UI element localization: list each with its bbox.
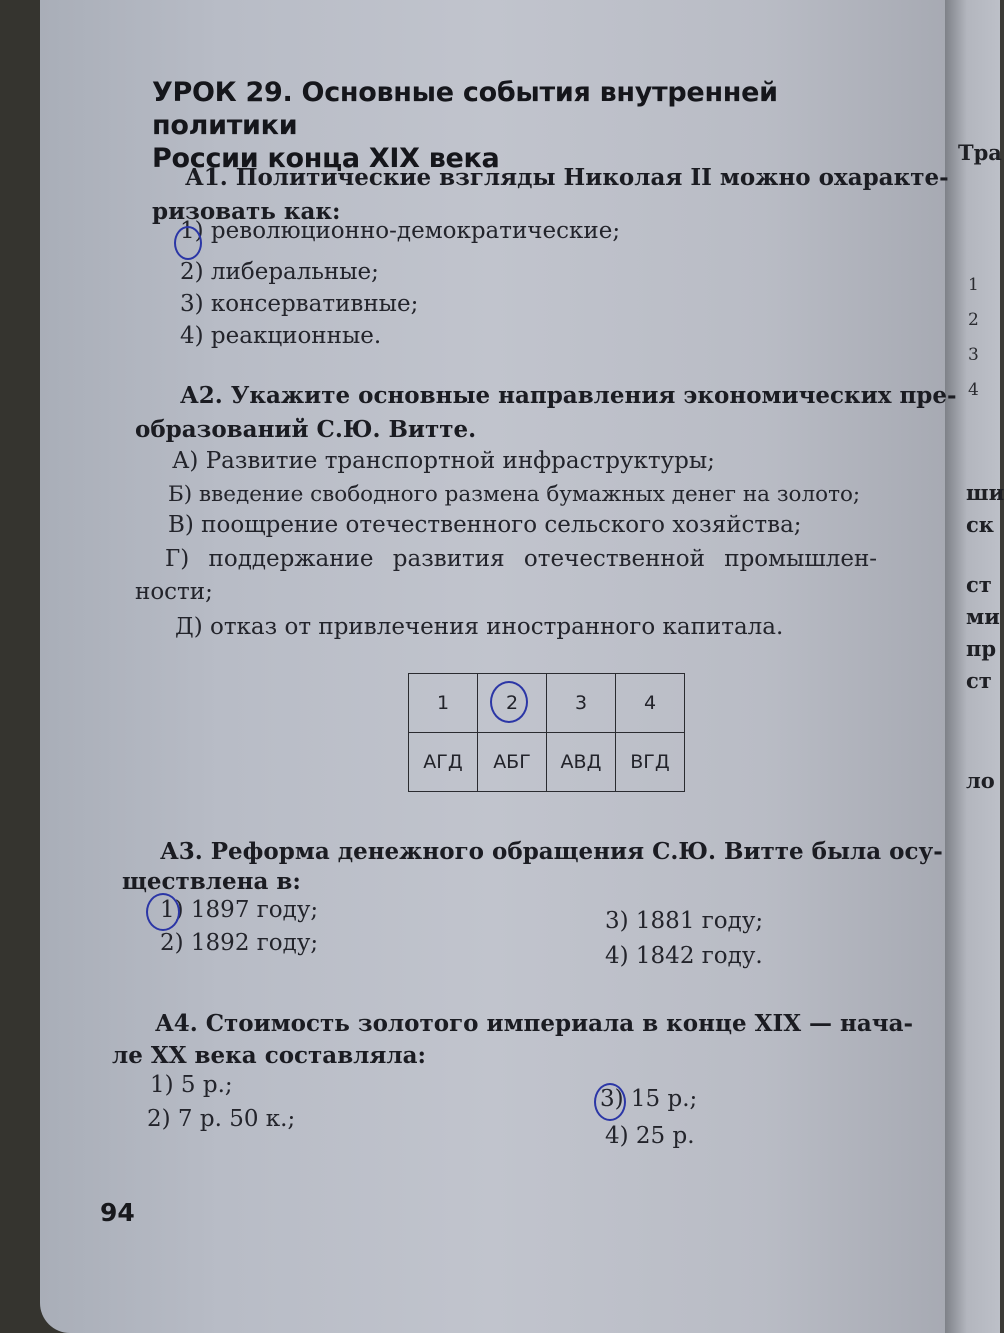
a2-option-g: Г) поддержание развития отечественной промышлен- [165, 546, 878, 572]
a4-answer-circle [594, 1083, 626, 1121]
a1-option-4: 4) реакционные. [180, 323, 382, 349]
a2-option-d: Д) отказ от привлечения иностранного капитала. [175, 614, 784, 640]
a3-question-line2: ществлена в: [122, 868, 301, 895]
next-page-fragment: ши [966, 480, 1004, 505]
a1-question-line1: А1. Политические взгляды Николая II можно охаракте- [185, 164, 949, 191]
a4-option-3: 3) 15 р.; [600, 1086, 698, 1112]
a2-option-a: А) Развитие транспортной инфраструктуры; [172, 448, 715, 474]
a4-option-2: 2) 7 р. 50 к.; [147, 1106, 296, 1132]
next-page-fragment: ст [966, 668, 992, 693]
next-page-edge [945, 0, 1000, 1333]
a1-question-line2: ризовать как: [152, 198, 341, 225]
next-page-fragment: ло [966, 768, 995, 793]
a3-option-2: 2) 1892 году; [160, 930, 319, 956]
next-page-fragment: ми [966, 604, 1000, 629]
a3-option-4: 4) 1842 году. [605, 943, 763, 969]
lesson-title-line1: УРОК 29. Основные события внутренней политики [152, 77, 778, 141]
next-page-fragment: пр [966, 636, 997, 661]
a2-option-v: В) поощрение отечественного сельского хозяйства; [168, 512, 802, 538]
a3-option-3: 3) 1881 году; [605, 908, 764, 934]
next-page-fragment: ст [966, 572, 992, 597]
next-page-number-4: 4 [968, 380, 979, 400]
a1-option-2: 2) либеральные; [180, 259, 379, 285]
a4-option-1: 1) 5 р.; [150, 1072, 233, 1098]
a3-answer-circle [146, 893, 180, 931]
a2-question-line1: А2. Укажите основные направления экономических пре- [180, 382, 957, 409]
table-cell-number-2: 2 [478, 674, 547, 733]
lesson-title-line2: России конца XIX века [152, 143, 500, 174]
table-cell-answer-1: АГД [409, 733, 478, 792]
a4-option-4: 4) 25 р. [605, 1123, 695, 1149]
a2-answer-table [408, 673, 685, 792]
table-cell-answer-2: АБГ [478, 733, 547, 792]
lesson-title [152, 76, 932, 175]
a3-option-1: 1) 1897 году; [160, 897, 319, 923]
table-cell-number-4: 4 [616, 674, 685, 733]
table-cell-answer-3: АВД [547, 733, 616, 792]
a3-question-line1: А3. Реформа денежного обращения С.Ю. Витте была осу- [160, 838, 943, 865]
next-page-number-2: 2 [968, 310, 979, 330]
a4-question-line2: ле XX века составляла: [112, 1042, 426, 1069]
page-number: 94 [100, 1198, 135, 1227]
a2-answer-circle [490, 681, 528, 723]
a4-question-line1: А4. Стоимость золотого империала в конце XIX — нача- [155, 1010, 914, 1037]
table-cell-number-3: 3 [547, 674, 616, 733]
table-row [409, 733, 685, 792]
next-page-header: Тра [958, 140, 1002, 165]
a2-question-line2: образований С.Ю. Витте. [135, 416, 477, 443]
next-page-number-3: 3 [968, 345, 979, 365]
table-cell-number-1: 1 [409, 674, 478, 733]
a2-option-g-cont: ности; [135, 579, 213, 605]
next-page-number-1: 1 [968, 275, 979, 295]
a1-answer-circle [174, 226, 202, 260]
a2-option-b: Б) введение свободного размена бумажных денег на золото; [168, 482, 861, 507]
table-row [409, 674, 685, 733]
a1-option-1: 1) революционно-демократические; [180, 218, 621, 244]
a1-option-3: 3) консервативные; [180, 291, 419, 317]
table-cell-answer-4: ВГД [616, 733, 685, 792]
next-page-fragment: ск [966, 512, 994, 537]
